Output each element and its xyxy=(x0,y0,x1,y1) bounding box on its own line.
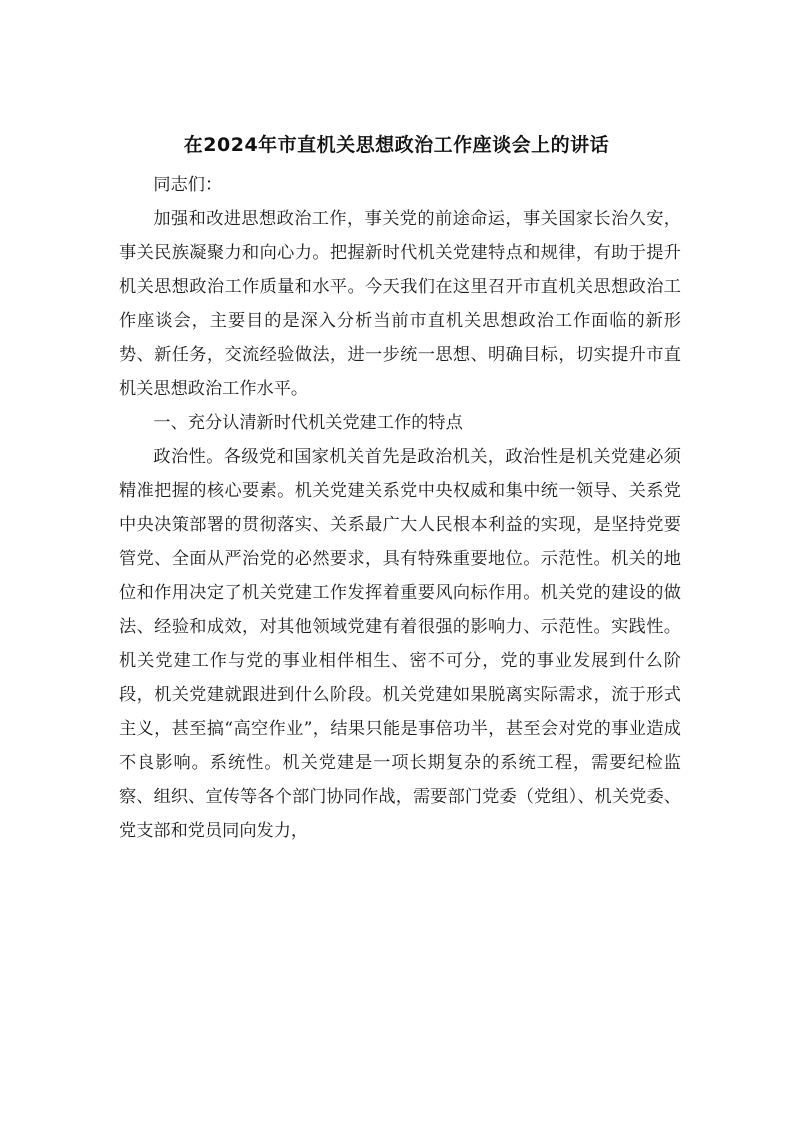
greeting-paragraph: 同志们： xyxy=(153,175,223,195)
document-title: 在2024年市直机关思想政治工作座谈会上的讲话 xyxy=(183,134,610,156)
intro-paragraph: 加强和改进思想政治工作，事关党的前途命运，事关国家长治久安，事关民族凝聚力和向心力。把握新时代机关党建特点和规律，有助于提升机关思想政治工作质量和水平。今天我们在这里召开市直机关思想政治工作座谈会，主要目的是深入分析当前市直机关思想政治工作面临的新形势、新任务，交流经验做法，进一步统一思想、明确目标，切实提升市直机关思想政治工作水平。 xyxy=(119,209,681,399)
body-paragraph: 政治性。各级党和国家机关首先是政治机关，政治性是机关党建必须精准把握的核心要素。机关党建关系党中央权威和集中统一领导、关系党中央决策部署的贯彻落实、关系最广大人民根本利益的实现，是坚持党要管党、全面从严治党的必然要求，具有特殊重要地位。示范性。机关的地位和作用决定了机关党建工作发挥着重要风向标作用。机关党的建设的做法、经验和成效，对其他领域党建有着很强的影响力、示范性。实践性。机关党建工作与党的事业相伴相生、密不可分，党的事业发展到什么阶段，机关党建就跟进到什么阶段。机关党建如果脱离实际需求，流于形式主义，甚至搞“高空作业”，结果只能是事倍功半，甚至会对党的事业造成不良影响。系统性。机关党建是一项长期复杂的系统工程，需要纪检监察、组织、宣传等各个部门协同作战，需要部门党委（党组）、机关党委、党支部和党员同向发力， xyxy=(119,447,681,841)
section-heading: 一、充分认清新时代机关党建工作的特点 xyxy=(153,413,463,433)
document-body xyxy=(119,168,681,848)
